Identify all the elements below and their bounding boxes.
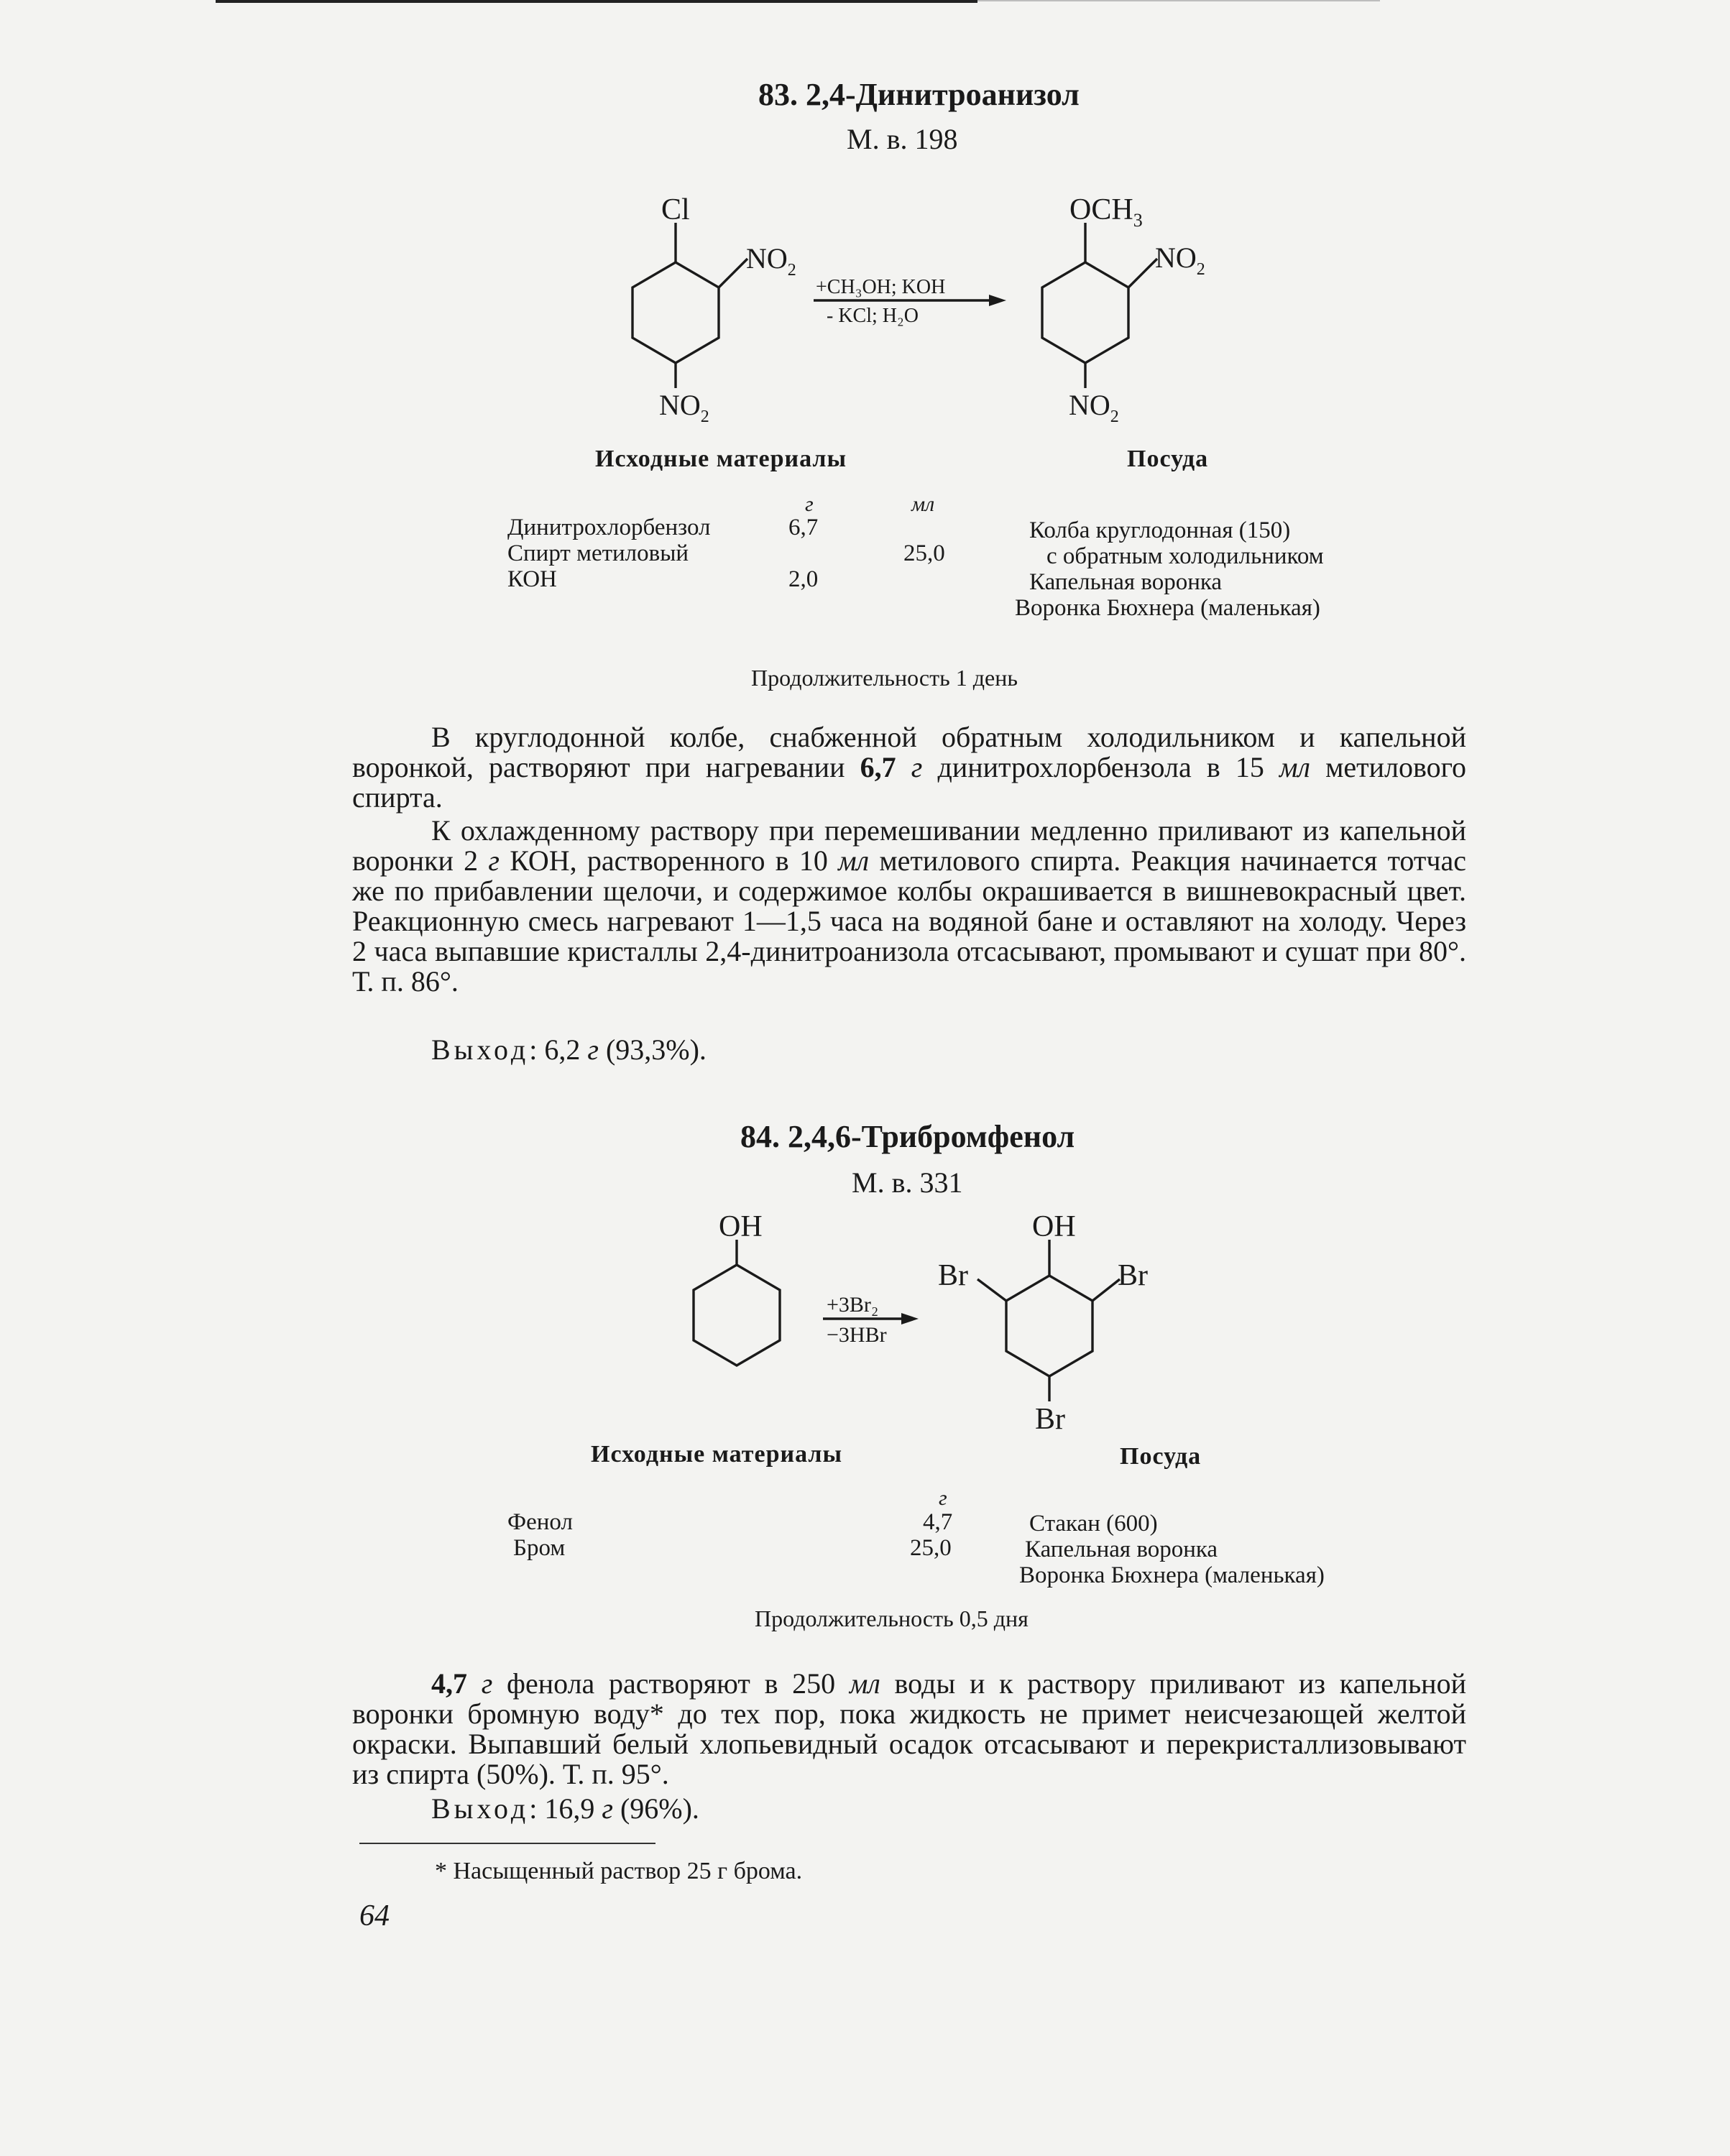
equipment-row: Капельная воронка <box>1025 1537 1218 1562</box>
unit-ml-83: мл <box>911 492 935 516</box>
equipment-row: Воронка Бюхнера (маленькая) <box>1019 1562 1325 1588</box>
reactant-para-nitro-label: $NO_2$ <box>659 389 709 424</box>
conditions-84-bottom: −3HBr <box>827 1323 887 1347</box>
section-84-heading <box>740 1118 1075 1155</box>
product-ortho-nitro-label: $NO_2$ <box>1155 241 1205 279</box>
unit-grams-83: г <box>805 492 814 516</box>
equipment-list-83 <box>1015 517 1324 621</box>
footnote: * Насыщенный раствор 25 г брома. <box>435 1858 803 1884</box>
unit-grams-84: г <box>939 1486 947 1510</box>
section-83-heading <box>758 76 1080 113</box>
product-hydroxyl-label: OH <box>1032 1210 1076 1243</box>
reactant-phenol-ring <box>694 1265 780 1365</box>
page-number: 64 <box>359 1899 390 1932</box>
yield-84: Выход: 16,9 г (96%). <box>431 1792 699 1825</box>
procedure-84-para-1: 4,7 г фенола растворяют в 250 мл воды и к раствору приливают из капельной воронки бромную воду* до тех пор, пока жидкость не примет неисчезающей желтой окраски. Выпавший белый хлопьевидный осадок отсасывают и перекристаллизовывают из спирта (50%). Т. п. 95°. <box>352 1667 1466 1790</box>
materials-header-83: Исходные материалы <box>595 446 847 472</box>
reactant-hydroxyl-label: OH <box>719 1210 763 1243</box>
product-benzene-ring <box>1042 262 1128 363</box>
reaction-arrowhead-84 <box>901 1313 919 1325</box>
procedure-83-para-2: К охлажденному раствору при перемешивании медленно приливают из капельной воронки 2 г КОН, растворенного в 10 мл метилового спирта. Реакция начинается тотчас же по прибавлении щелочи, и содержимое колбы окрашивается в вишневокрасный цвет. Реакционную смесь нагревают 1—1,5 часа на водяной бане и оставляют на холоду. Через 2 часа выпавшие кристаллы 2,4-динитроанизола отсасывают, промывают и сушат при 80°. Т. п. 86°. <box>352 814 1467 998</box>
equipment-row: с обратным холодильником <box>1046 543 1324 569</box>
product-benzene-ring <box>1006 1276 1092 1376</box>
equipment-row: Колба круглодонная (150) <box>1029 517 1291 543</box>
section-83-title: 2,4-Динитроанизол <box>806 77 1080 112</box>
conditions-83-bottom: - KCl; H₂O <box>827 305 919 327</box>
reactant-chlorine-label: Cl <box>661 193 690 226</box>
conditions-84-top: +3Br₂ <box>827 1293 879 1317</box>
procedure-83-para-1: В круглодонной колбе, снабженной обратным холодильником и капельной воронкой, растворяют при нагревании 6,7 г динитрохлорбензола в 15 мл метилового спирта. <box>352 721 1467 814</box>
equipment-row: Воронка Бюхнера (маленькая) <box>1015 595 1320 621</box>
section-83-molecular-weight: М. в. 198 <box>847 123 958 155</box>
materials-list-84 <box>507 1509 953 1561</box>
equipment-header-84: Посуда <box>1120 1443 1202 1470</box>
materials-list-83 <box>507 515 945 592</box>
material-row: Фенол 4,7 <box>507 1509 953 1535</box>
materials-header-84: Исходные материалы <box>591 1441 842 1468</box>
duration-84: Продолжительность 0,5 дня <box>755 1606 1029 1631</box>
equipment-row: Капельная воронка <box>1029 569 1223 595</box>
product-br-right-bond <box>1092 1279 1120 1301</box>
section-84-number: 84. <box>740 1119 780 1154</box>
material-row: Бром 25,0 <box>513 1535 952 1561</box>
conditions-83-top: +CH₃OH; KOH <box>816 276 946 298</box>
section-84-title: 2,4,6-Трибромфенол <box>788 1119 1075 1154</box>
equipment-list-84 <box>1019 1511 1325 1588</box>
duration-83: Продолжительность 1 день <box>751 665 1018 691</box>
reactant-ortho-bond <box>719 259 747 287</box>
product-bromine-right-label: Br <box>1118 1259 1148 1292</box>
product-ortho-bond <box>1128 259 1157 287</box>
product-methoxy-label: $OCH_3$ <box>1069 193 1143 231</box>
reaction-arrowhead-83 <box>989 295 1006 306</box>
reactant-benzene-ring <box>632 262 719 363</box>
equipment-row: Стакан (600) <box>1029 1511 1158 1537</box>
material-row: Динитрохлорбензол 6,7 <box>507 515 819 540</box>
equipment-header-83: Посуда <box>1127 446 1209 472</box>
product-bromine-bottom-label: Br <box>1035 1403 1065 1436</box>
yield-83: Выход: 6,2 г (93,3%). <box>431 1033 707 1066</box>
footnote-rule <box>359 1843 655 1844</box>
product-br-left-bond <box>977 1279 1006 1301</box>
material-row: Спирт метиловый 25,0 <box>507 540 945 566</box>
product-para-nitro-label: $NO_2$ <box>1069 389 1119 424</box>
section-84-molecular-weight: М. в. 331 <box>852 1166 963 1199</box>
reaction-scheme-84 <box>647 1200 1437 1445</box>
product-bromine-left-label: Br <box>938 1259 968 1292</box>
top-edge-line <box>216 0 977 3</box>
reactant-ortho-nitro-label: $NO_2$ <box>746 242 796 280</box>
top-edge-line-faint <box>977 0 1380 1</box>
material-row: КОН 2,0 <box>507 566 819 592</box>
reaction-scheme-83 <box>589 180 1437 424</box>
section-83-number: 83. <box>758 77 798 112</box>
